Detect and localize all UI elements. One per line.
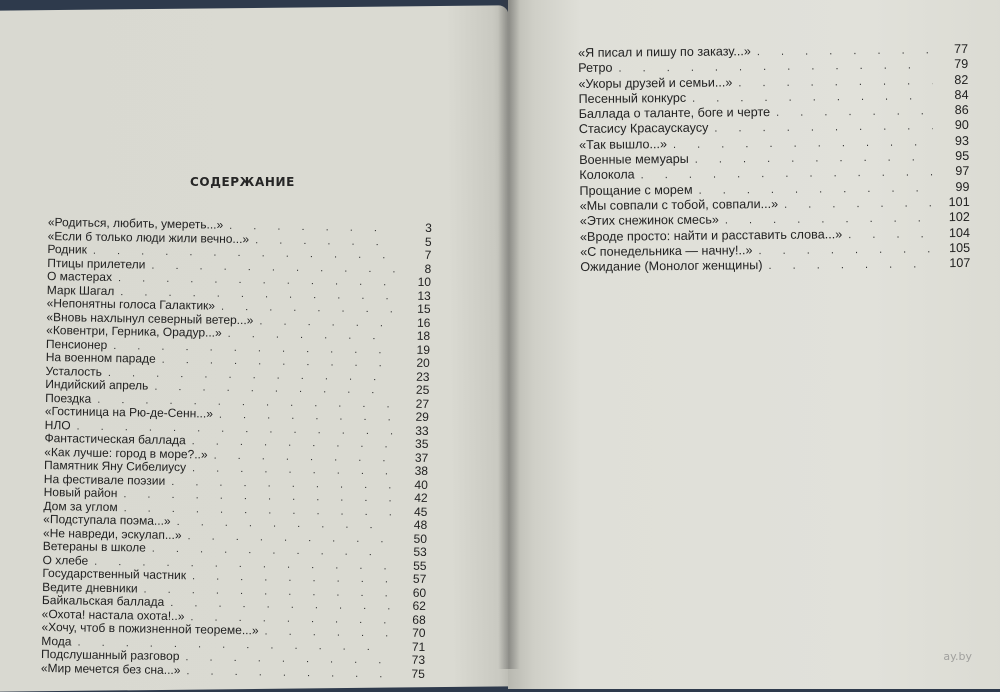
toc-entry-page-number: 18 <box>416 328 431 344</box>
toc-entry-title: О хлебе <box>42 552 89 568</box>
toc-entry-page-number: 45 <box>413 504 428 519</box>
toc-entry-title: «Гостиница на Рю-де-Сенн...» <box>44 403 214 421</box>
toc-entry-page-number: 5 <box>424 234 432 249</box>
dot-leader <box>758 242 934 259</box>
toc-entry-page-number: 10 <box>417 274 432 290</box>
toc-entry-title: Индийский апрель <box>45 376 149 393</box>
toc-entry-title: Прощание с морем <box>579 182 693 198</box>
toc-entry-title: Государственный частник <box>42 565 187 583</box>
toc-entry-title: Новый район <box>43 484 118 501</box>
toc-entry-title: Родник <box>47 241 88 257</box>
toc-entry-page-number: 16 <box>416 315 431 330</box>
toc-entry-title: О мастерах <box>46 268 113 285</box>
dot-leader <box>848 227 934 243</box>
toc-entry-page-number: 3 <box>425 220 432 236</box>
left-toc-list <box>41 216 432 681</box>
toc-entry-page-number: 50 <box>413 531 428 546</box>
toc-entry-title: Усталость <box>45 363 103 379</box>
dot-leader <box>757 43 932 60</box>
toc-entry-title: Песенный конкурс <box>578 90 687 106</box>
toc-entry-title: «Вновь нахлынул северный ветер...» <box>46 309 254 327</box>
toc-entry-page-number: 99 <box>955 179 970 194</box>
toc-entry-page-number: 19 <box>416 342 431 357</box>
toc-entry-title: Ведите дневники <box>42 579 138 595</box>
toc-entry-page-number: 82 <box>954 72 969 87</box>
toc-entry-page-number: 13 <box>417 288 431 303</box>
toc-entry-title: Мода <box>41 633 72 648</box>
toc-entry-title: Военные мемуары <box>579 151 689 168</box>
toc-entry-title: «Так вышло...» <box>578 136 668 152</box>
toc-entry-page-number: 73 <box>411 652 426 667</box>
toc-entry-title: «Хочу, чтоб в пожизненной теореме...» <box>41 619 259 638</box>
toc-entry-page-number: 7 <box>424 247 432 263</box>
toc-entry-page-number: 104 <box>948 225 971 240</box>
dot-leader <box>784 196 934 213</box>
toc-entry-page-number: 55 <box>413 558 427 573</box>
toc-entry-page-number: 33 <box>415 423 429 438</box>
toc-entry-page-number: 35 <box>414 436 429 452</box>
toc-entry-page-number: 70 <box>412 625 426 640</box>
toc-entry-title: «Ковентри, Герника, Орадур...» <box>46 322 222 340</box>
toc-entry-title: Баллада о таланте, боге и черте <box>578 105 771 122</box>
toc-entry-title: «Вроде просто: найти и расставить слова...» <box>579 226 843 244</box>
toc-entry-page-number: 77 <box>953 41 969 57</box>
right-toc-list <box>578 42 970 276</box>
toc-entry-title: «Охота! настала охота!..» <box>41 606 185 623</box>
watermark: ay.by <box>943 650 972 663</box>
toc-entry-page-number: 29 <box>415 409 429 425</box>
toc-entry-page-number: 60 <box>412 585 427 600</box>
toc-entry-page-number: 71 <box>411 639 426 654</box>
toc-entry-page-number: 68 <box>412 612 426 627</box>
toc-entry-title: Подслушанный разговор <box>41 646 180 664</box>
toc-entry-title: Марк Шагал <box>46 282 115 298</box>
toc-entry-page-number: 102 <box>948 210 970 225</box>
toc-entry-page-number: 53 <box>413 544 427 559</box>
toc-entry-title: Стасису Красаускаусу <box>578 121 709 137</box>
toc-entry-title: «Родиться, любить, умереть...» <box>47 215 224 232</box>
toc-entry-page-number: 15 <box>417 301 431 317</box>
toc-entry-page-number: 38 <box>414 463 429 479</box>
toc-entry-page-number: 93 <box>954 133 970 148</box>
toc-entry-page-number: 48 <box>413 517 428 532</box>
toc-entry-title: «С понедельника — начну!..» <box>580 243 753 259</box>
toc-entry-title: Пенсионер <box>45 336 108 352</box>
toc-entry-page-number: 62 <box>412 598 427 613</box>
toc-entry-page-number: 23 <box>416 369 430 384</box>
toc-entry-title: «Непонятны голоса Галактик» <box>46 295 216 313</box>
toc-entry-title: «Как лучше: город в море?..» <box>44 444 208 462</box>
toc-entry-title: Ретро <box>578 60 613 76</box>
toc-entry-title: «Укоры друзей и семьи...» <box>578 74 733 91</box>
toc-entry-title: На военном параде <box>45 349 156 366</box>
toc-entry-title: «Подступала поэма...» <box>43 511 171 528</box>
toc-entry-title: На фестивале поэзии <box>43 471 166 488</box>
toc-entry-page-number: 107 <box>949 256 971 271</box>
contents-heading: СОДЕРЖАНИЕ <box>190 175 295 189</box>
toc-entry-page-number: 57 <box>412 571 427 586</box>
toc-entry-page-number: 84 <box>954 87 969 102</box>
toc-entry-page-number: 95 <box>955 148 970 164</box>
toc-entry-title: «Этих снежинок смесь» <box>579 212 719 229</box>
toc-entry-title: Дом за углом <box>43 498 118 514</box>
toc-entry-title: Птицы прилетели <box>47 255 146 272</box>
toc-entry-page-number: 79 <box>954 57 969 72</box>
toc-entry-page-number: 86 <box>954 103 969 118</box>
dot-leader <box>229 220 396 236</box>
toc-entry-title: Поездка <box>45 390 92 406</box>
toc-entry-page-number: 8 <box>424 261 432 276</box>
toc-entry <box>580 256 970 275</box>
toc-entry-title: «Мир мечется без сна...» <box>40 660 181 677</box>
toc-entry-title: «Не навреди, эскулап...» <box>42 525 182 542</box>
toc-entry-title: «Мы совпали с тобой, совпали...» <box>579 196 779 213</box>
toc-entry-title: Памятник Яну Сибелиусу <box>43 457 187 475</box>
toc-entry-page-number: 42 <box>414 490 428 505</box>
toc-entry-page-number: 97 <box>955 164 970 179</box>
toc-entry-title: Ветераны в школе <box>42 538 146 555</box>
toc-entry-page-number: 90 <box>954 118 969 133</box>
toc-entry-page-number: 105 <box>949 240 971 255</box>
toc-entry-page-number: 101 <box>948 194 970 210</box>
toc-entry-title: Фантастическая баллада <box>44 430 186 448</box>
toc-entry-page-number: 37 <box>414 450 429 465</box>
toc-entry-page-number: 40 <box>414 477 428 492</box>
toc-entry-page-number: 20 <box>416 355 430 371</box>
dot-leader <box>768 257 934 274</box>
toc-entry-title: Ожидание (Монолог женщины) <box>580 258 763 275</box>
toc-entry-page-number: 75 <box>411 666 425 681</box>
toc-entry-title: Байкальская баллада <box>41 592 165 609</box>
toc-entry-page-number: 27 <box>415 396 430 411</box>
toc-entry-title: НЛО <box>44 417 71 432</box>
book-spine <box>498 0 520 669</box>
toc-entry-title: «Я писал и пишу по заказу...» <box>578 44 751 60</box>
toc-entry-page-number: 25 <box>415 382 430 398</box>
toc-entry-title: «Если б только люди жили вечно...» <box>47 228 250 246</box>
dot-leader <box>776 104 933 121</box>
toc-entry-title: Колокола <box>579 167 635 183</box>
